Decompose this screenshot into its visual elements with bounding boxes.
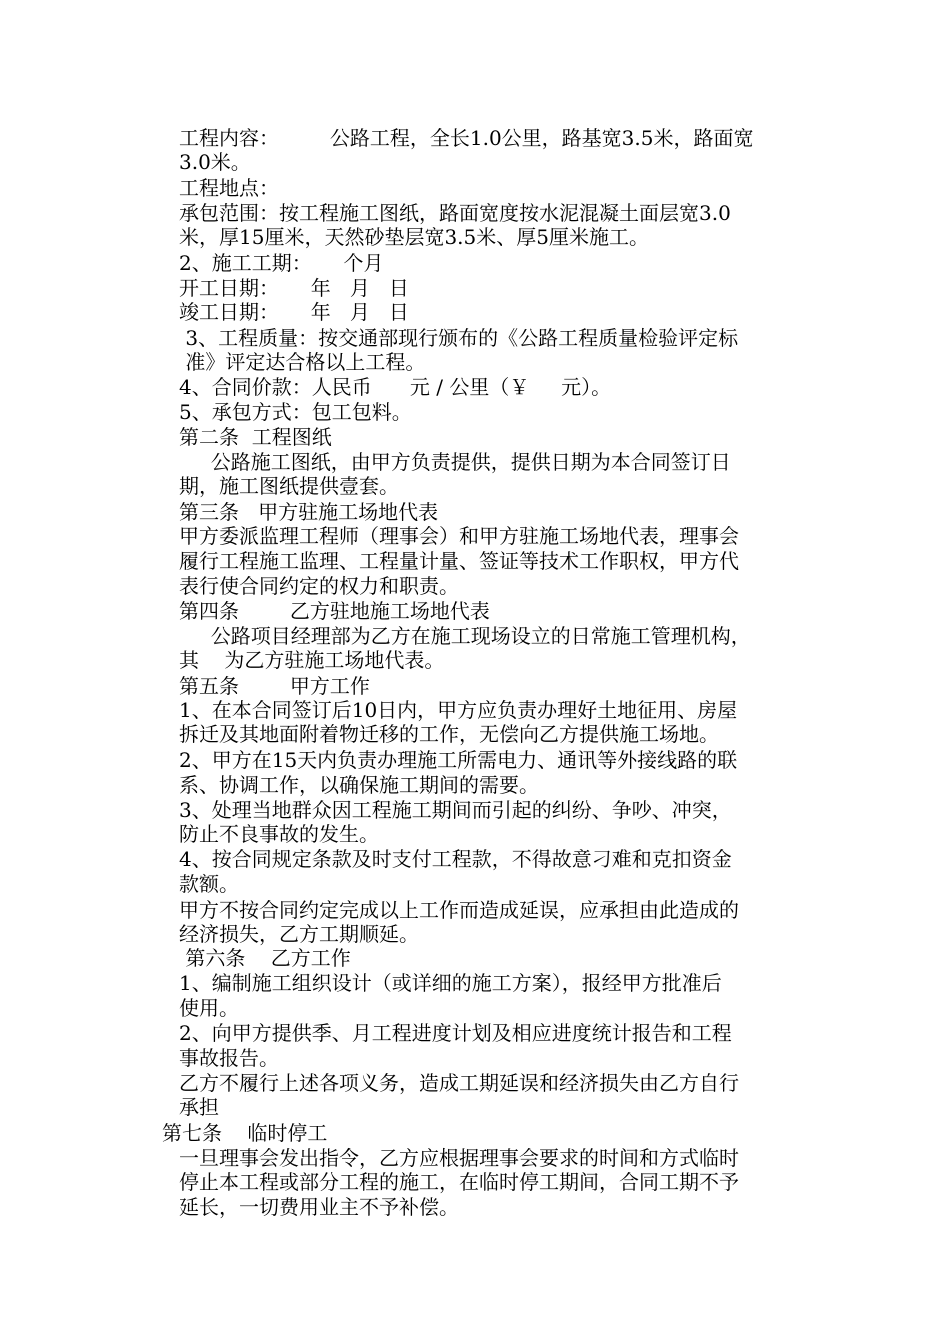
- text-line: 拆迁及其地面附着物迁移的工作，无偿向乙方提供施工场地。: [179, 722, 719, 746]
- text-line: 其 为乙方驻施工场地代表。: [179, 648, 445, 672]
- text-line: 停止本工程或部分工程的施工，在临时停工期间，合同工期不予: [179, 1170, 739, 1194]
- text-line: 使用。: [179, 996, 239, 1020]
- text-line: 系、协调工作，以确保施工期间的需要。: [179, 773, 539, 797]
- section-heading: 第六条 乙方工作: [179, 946, 351, 970]
- text-line: 3.0米。: [179, 150, 251, 174]
- text-line: 表行使合同约定的权力和职责。: [179, 574, 459, 598]
- text-line: 承包范围：按工程施工图纸，路面宽度按水泥混凝土面层宽3.0: [179, 201, 731, 225]
- text-line: 事故报告。: [179, 1046, 279, 1070]
- text-line: 一旦理事会发出指令，乙方应根据理事会要求的时间和方式临时: [179, 1146, 739, 1170]
- text-line: 4、按合同规定条款及时支付工程款，不得故意刁难和克扣资金: [179, 847, 732, 871]
- text-line: 公路施工图纸，由甲方负责提供，提供日期为本合同签订日: [179, 450, 731, 474]
- text-line: 公路项目经理部为乙方在施工现场设立的日常施工管理机构，: [179, 624, 751, 648]
- text-line: 经济损失，乙方工期顺延。: [179, 922, 419, 946]
- text-line: 米，厚15厘米，天然砂垫层宽3.5米、厚5厘米施工。: [179, 225, 649, 249]
- text-line: 乙方不履行上述各项义务，造成工期延误和经济损失由乙方自行: [179, 1071, 739, 1095]
- section-heading: 第七条 临时停工: [162, 1121, 328, 1145]
- text-line: 防止不良事故的发生。: [179, 822, 379, 846]
- text-line: 款额。: [179, 872, 239, 896]
- text-line: 2、甲方在15天内负责办理施工所需电力、通讯等外接线路的联: [179, 748, 738, 772]
- section-heading: 第三条 甲方驻施工场地代表: [179, 500, 439, 524]
- text-line: 期，施工图纸提供壹套。: [179, 474, 399, 498]
- text-line: 工程地点：: [179, 176, 279, 200]
- text-line: 4、合同价款：人民币 元 / 公里（￥ 元）。: [179, 375, 612, 399]
- section-heading: 第五条 甲方工作: [179, 674, 370, 698]
- text-line: 甲方不按合同约定完成以上工作而造成延误，应承担由此造成的: [179, 898, 739, 922]
- text-line: 履行工程施工监理、工程量计量、签证等技术工作职权，甲方代: [179, 549, 739, 573]
- text-line: 2、向甲方提供季、月工程进度计划及相应进度统计报告和工程: [179, 1021, 732, 1045]
- text-line: 1、在本合同签订后10日内，甲方应负责办理好土地征用、房屋: [179, 698, 738, 722]
- section-heading: 第四条 乙方驻地施工场地代表: [179, 599, 490, 623]
- text-line: 工程内容： 公路工程，全长1.0公里，路基宽3.5米，路面宽: [179, 126, 754, 150]
- text-line: 5、承包方式：包工包料。: [179, 400, 412, 424]
- text-line: 3、处理当地群众因工程施工期间而引起的纠纷、争吵、冲突，: [179, 798, 732, 822]
- text-line: 承担: [179, 1095, 219, 1119]
- text-line: 2、施工工期： 个月: [179, 251, 384, 275]
- text-line: 延长，一切费用业主不予补偿。: [179, 1195, 459, 1219]
- text-line: 3、工程质量：按交通部现行颁布的《公路工程质量检验评定标: [179, 326, 739, 350]
- text-line: 甲方委派监理工程师（理事会）和甲方驻施工场地代表，理事会: [179, 524, 739, 548]
- text-line: 竣工日期： 年 月 日: [179, 300, 409, 324]
- text-line: 准》评定达合格以上工程。: [179, 350, 426, 374]
- text-line: 1、编制施工组织设计（或详细的施工方案），报经甲方批准后: [179, 971, 722, 995]
- section-heading: 第二条 工程图纸: [179, 425, 332, 449]
- text-line: 开工日期： 年 月 日: [179, 276, 409, 300]
